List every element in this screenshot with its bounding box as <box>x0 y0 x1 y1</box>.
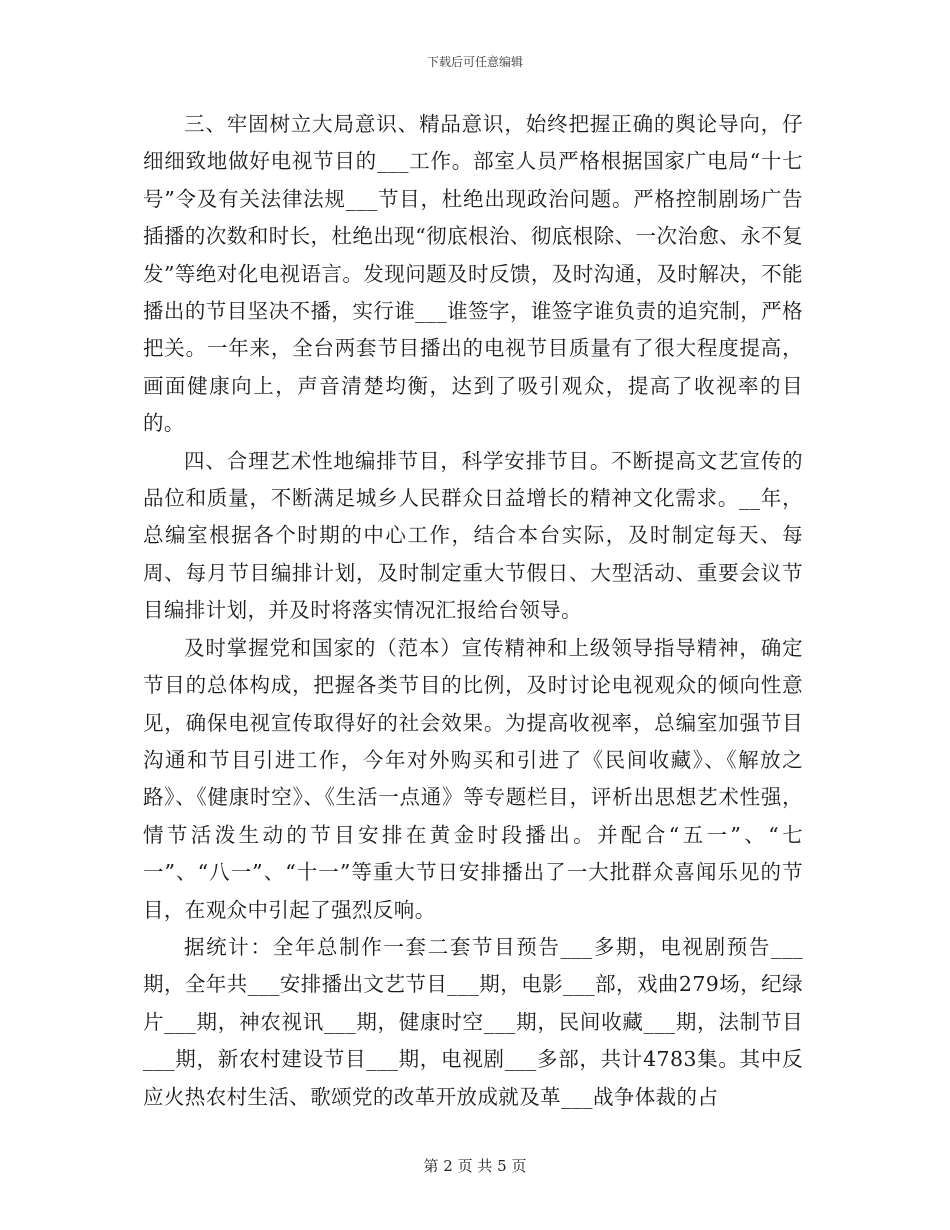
paragraph-4: 四、合理艺术性地编排节目，科学安排节目。不断提高文艺宣传的品位和质量，不断满足城乡人民群众日益增长的精神文化需求。__年，总编室根据各个时期的中心工作，结合本台实际，及时制定每天、每周、每月节目编排计划，及时制定重大节假日、大型活动、重要会议节目编排计划，并及时将落实情况汇报给台领导。 <box>143 448 803 623</box>
paragraph-3: 三、牢固树立大局意识、精品意识，始终把握正确的舆论导向，仔细细致地做好电视节目的___工作。部室人员严格根据国家广电局“十七号”令及有关法律法规___节目，杜绝出现政治问题。严格控制剧场广告插播的次数和时长，杜绝出现“彻底根治、彻底根除、一次治愈、永不复发”等绝对化电视语言。发现问题及时反馈，及时沟通，及时解决，不能播出的节目坚决不播，实行谁___谁签字，谁签字谁负责的追究制，严格把关。一年来，全台两套节目播出的电视节目质量有了很大程度提高，画面健康向上，声音清楚均衡，达到了吸引观众，提高了收视率的目的。 <box>143 112 803 436</box>
document-body <box>143 106 803 1116</box>
page-number-footer: 第 2 页 共 5 页 <box>423 1157 527 1175</box>
page-header: 下载后可任意编辑 <box>426 55 523 69</box>
paragraph-6: 据统计：全年总制作一套二套节目预告___多期，电视剧预告___期，全年共___安排播出文艺节目___期，电影___部，戏曲279场，纪绿片___期，神农视讯___期，健康时空___期，民间收藏___期，法制节目___期，新农村建设节目___期，电视剧___多部，共计4783集。其中反应火热农村生活、歌颂党的改革开放成就及革___战争体裁的占 <box>143 934 803 1109</box>
paragraph-5: 及时掌握党和国家的（范本）宣传精神和上级领导指导精神，确定节目的总体构成，把握各类节目的比例，及时讨论电视观众的倾向性意见，确保电视宣传取得好的社会效果。为提高收视率，总编室加强节目沟通和节目引进工作，今年对外购买和引进了《民间收藏》、《解放之路》、《健康时空》、《生活一点通》等专题栏目，评析出思想艺术性强，情节活泼生动的节目安排在黄金时段播出。并配合“五一”、“七一”、“八一”、“十一”等重大节日安排播出了一大批群众喜闻乐见的节目，在观众中引起了强烈反响。 <box>143 635 803 922</box>
